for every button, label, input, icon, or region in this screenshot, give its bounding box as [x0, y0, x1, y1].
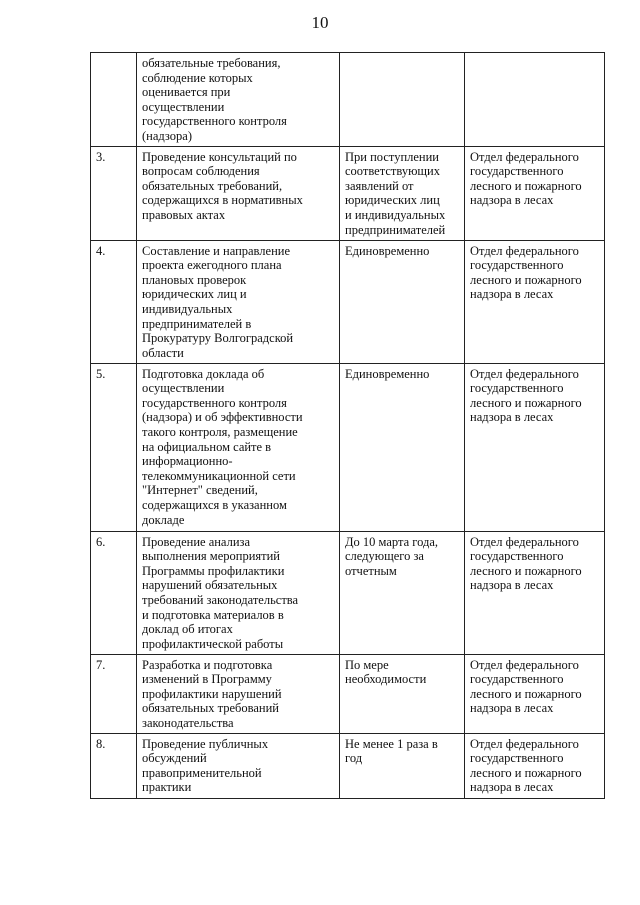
page-number: 10	[311, 13, 329, 32]
term-cell: При поступлении соответствующих заявлений от юридических лиц и индивидуальных предпринимателей	[340, 146, 465, 240]
row-number-cell	[91, 53, 137, 147]
responsible-cell	[465, 53, 605, 147]
responsible-cell: Отдел федерального государственного лесного и пожарного надзора в лесах	[465, 240, 605, 363]
action-cell: Подготовка доклада об осуществлении государственного контроля (надзора) и об эффективности такого контроля, размещение на официальном сайте в информационно- телекоммуникационной сети "Интернет" сведений, содержащихся в указанном докладе	[137, 363, 340, 531]
responsible-cell: Отдел федерального государственного лесного и пожарного надзора в лесах	[465, 146, 605, 240]
action-cell: Проведение публичных обсуждений правоприменительной практики	[137, 733, 340, 798]
table-row	[91, 146, 605, 240]
table-row	[91, 531, 605, 654]
row-number-cell: 8.	[91, 733, 137, 798]
responsible-cell: Отдел федерального государственного лесного и пожарного надзора в лесах	[465, 531, 605, 654]
term-cell	[340, 53, 465, 147]
term-cell: До 10 марта года, следующего за отчетным	[340, 531, 465, 654]
table-row	[91, 654, 605, 733]
action-cell: Разработка и подготовка изменений в Программу профилактики нарушений обязательных требований законодательства	[137, 654, 340, 733]
term-cell: Не менее 1 раза в год	[340, 733, 465, 798]
row-number-cell: 7.	[91, 654, 137, 733]
term-cell: По мере необходимости	[340, 654, 465, 733]
action-cell: Составление и направление проекта ежегодного плана плановых проверок юридических лиц и индивидуальных предпринимателей в Прокуратуру Волгоградской области	[137, 240, 340, 363]
action-cell: обязательные требования, соблюдение которых оценивается при осуществлении государственного контроля (надзора)	[137, 53, 340, 147]
row-number-cell: 3.	[91, 146, 137, 240]
responsible-cell: Отдел федерального государственного лесного и пожарного надзора в лесах	[465, 363, 605, 531]
table-row	[91, 363, 605, 531]
row-number-cell: 6.	[91, 531, 137, 654]
action-cell: Проведение консультаций по вопросам соблюдения обязательных требований, содержащихся в нормативных правовых актах	[137, 146, 340, 240]
responsible-cell: Отдел федерального государственного лесного и пожарного надзора в лесах	[465, 654, 605, 733]
action-cell: Проведение анализа выполнения мероприятий Программы профилактики нарушений обязательных требований законодательства и подготовка материалов в доклад об итогах профилактической работы	[137, 531, 340, 654]
table-row	[91, 53, 605, 147]
row-number-cell: 4.	[91, 240, 137, 363]
measures-table	[90, 52, 605, 799]
row-number-cell: 5.	[91, 363, 137, 531]
table-row	[91, 733, 605, 798]
responsible-cell: Отдел федерального государственного лесного и пожарного надзора в лесах	[465, 733, 605, 798]
term-cell: Единовременно	[340, 363, 465, 531]
term-cell: Единовременно	[340, 240, 465, 363]
table-row	[91, 240, 605, 363]
